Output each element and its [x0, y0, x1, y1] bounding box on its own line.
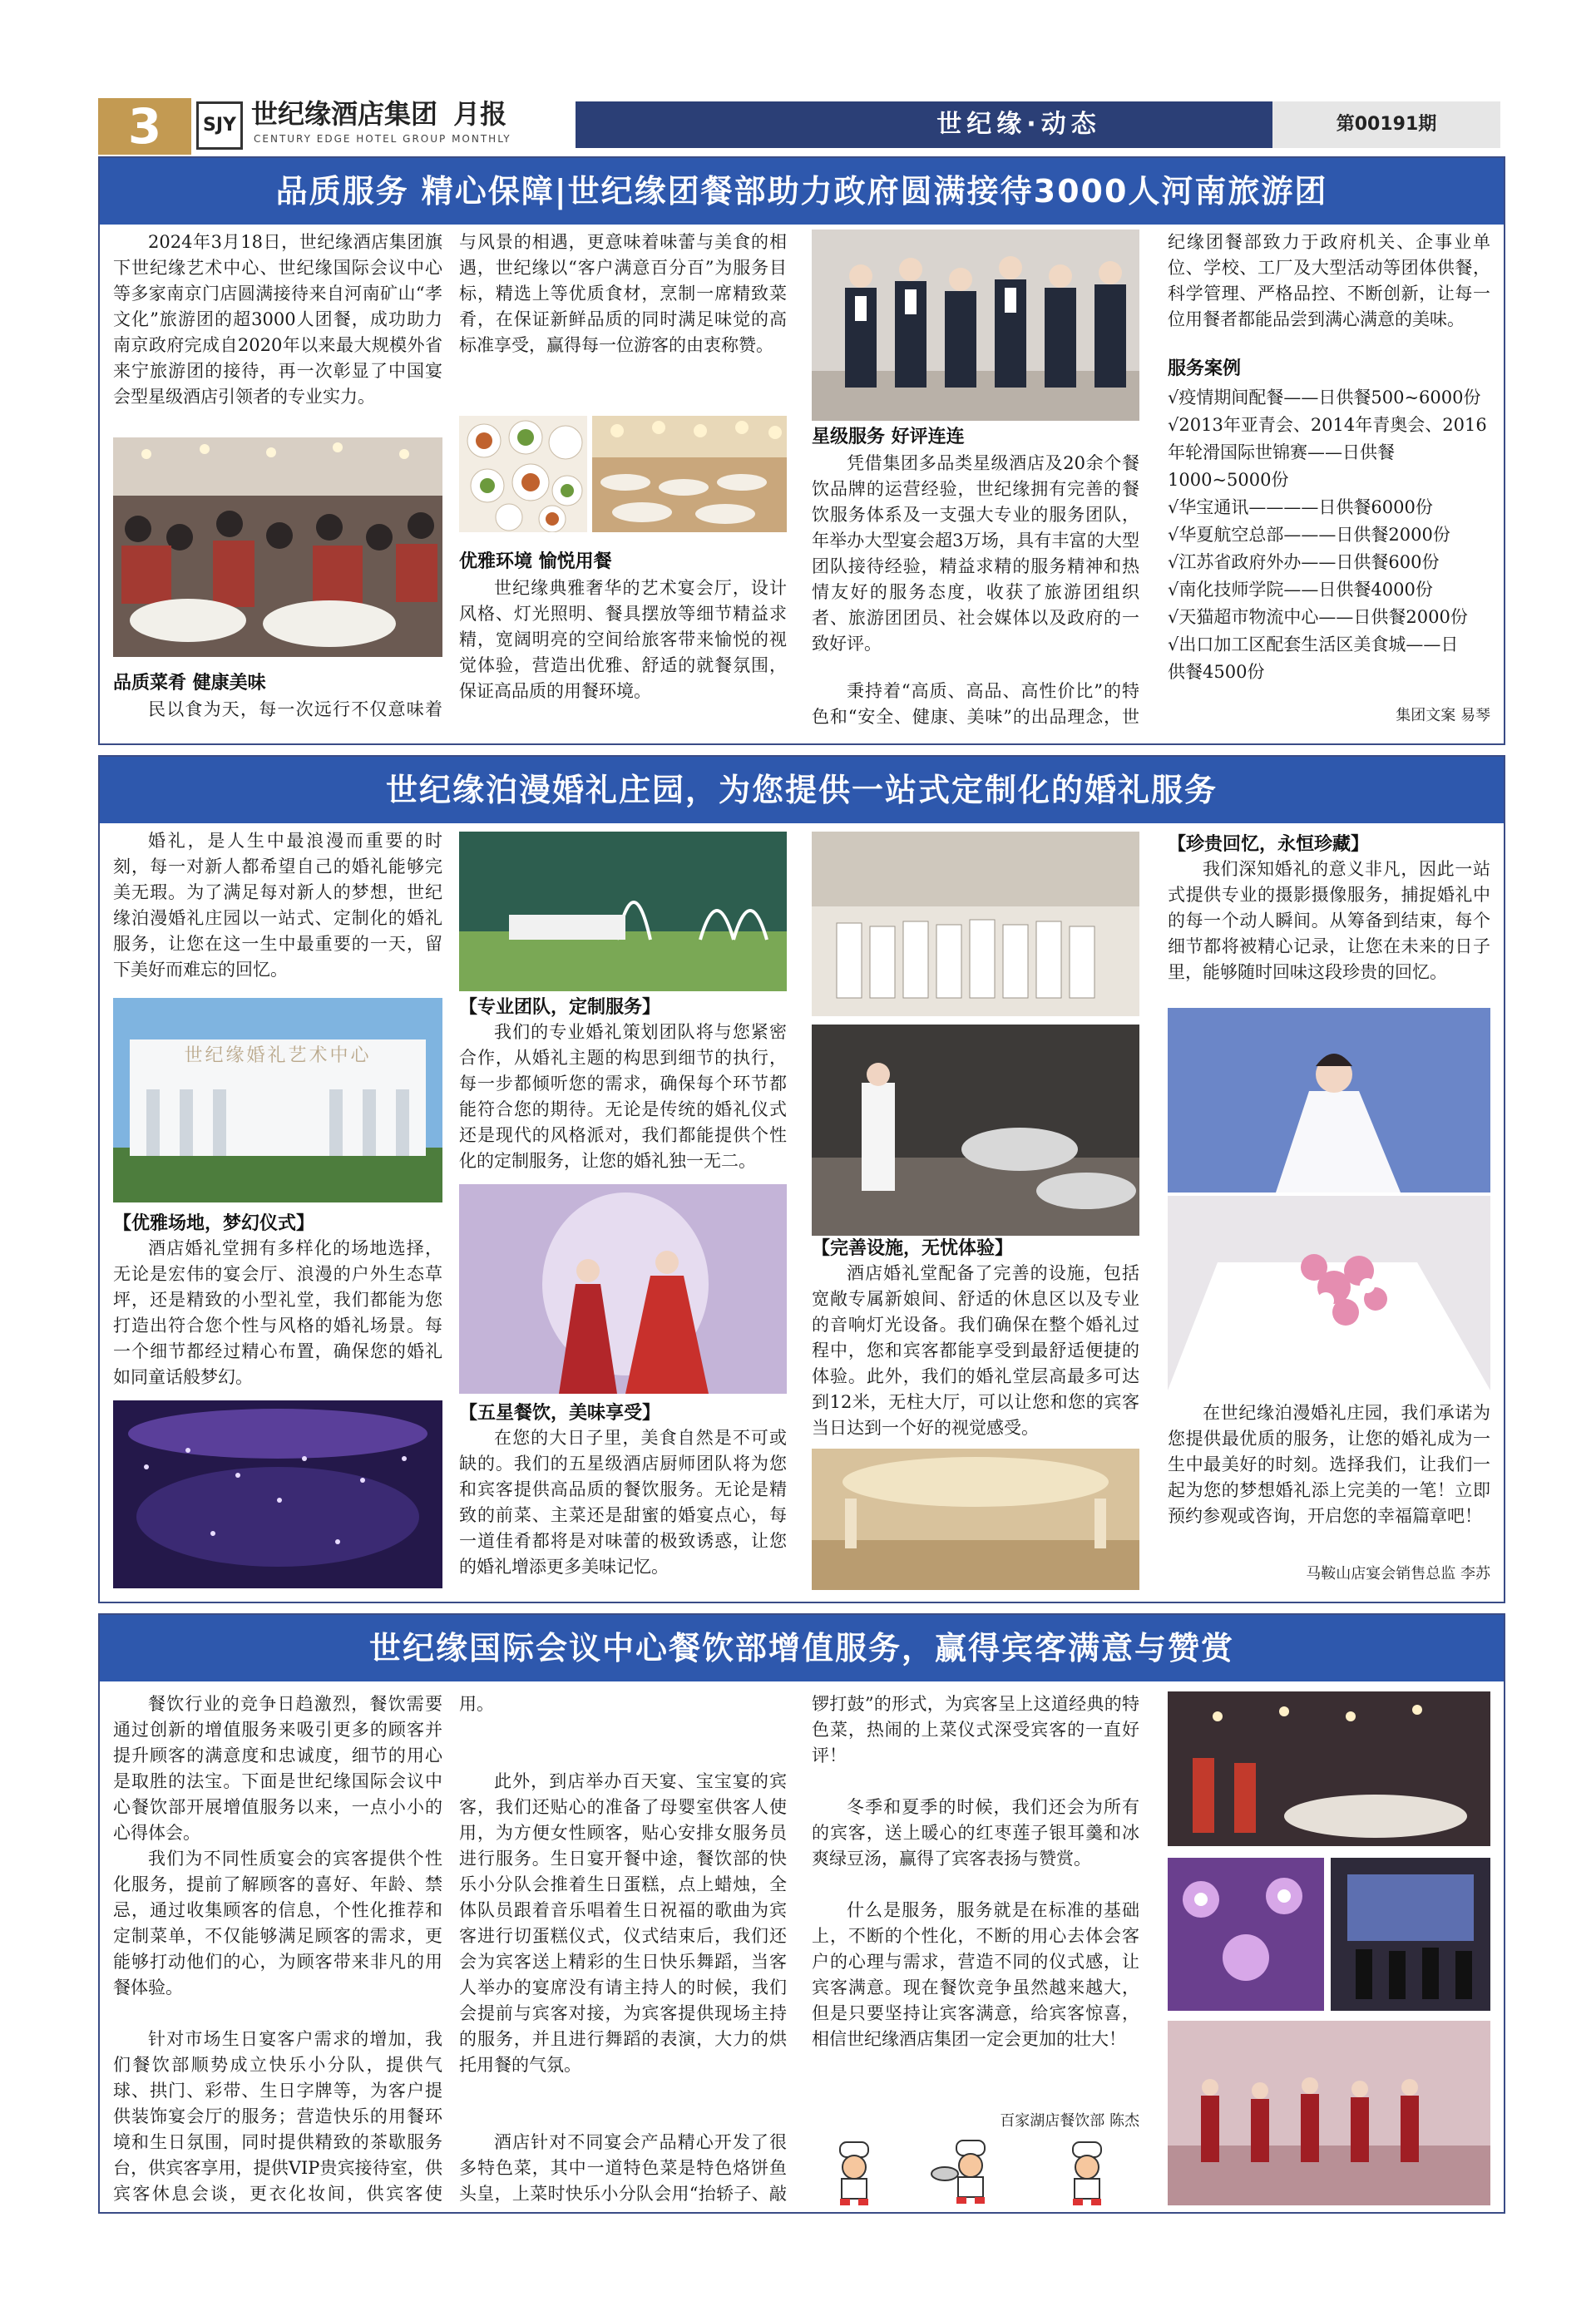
case-item: √华夏航空总部———日供餐2000份 — [1168, 525, 1450, 545]
valueadd-paragraph-5: 酒店针对不同宴会产品精心开发了很多特色菜，其中一道特色菜是特色烙饼鱼头皇，上菜时快乐小分队会用“抬轿子、敲 — [459, 2132, 787, 2204]
dishes-photo — [459, 416, 587, 532]
environment-paragraph: 世纪缘典雅奢华的艺术宴会厅，设计风格、灯光照明、餐具摆放等细节精益求精，宽阔明亮的空间给旅客带来愉悦的视觉体验，营造出优雅、舒适的就餐氛围，保证高品质的用餐环境。 — [459, 578, 787, 701]
valueadd-paragraph-5-continued — [812, 1691, 1139, 1795]
star-service-subheading: 星级服务 好评连连 — [812, 427, 965, 447]
cartoon-chefs-illustration — [820, 2137, 1133, 2207]
team-paragraph: 我们的专业婚礼策划团队将与您紧密合作，从婚礼主题的构思到细节的执行，每一步都倾听您的需求，确保每个环节都能符合您的期待。无论是传统的婚礼仪式还是现代的风格派对，我们都能提供个性化的定制服务，让您的婚礼独一无二。 — [459, 1022, 787, 1171]
case-item: √南化技师学院——日供餐4000份 — [1168, 580, 1433, 600]
valueadd-paragraph-3: 针对市场生日宴客户需求的增加，我们餐饮部顺势成立快乐小分队，提供气球、拱门、彩带、生日字牌等，为客户提供装饰宴会厅的服务；营造快乐的用餐环境和生日氛围，同时提供精致的茶歇服务台，供宾客享用，提供VIP贵宾接待室，供宾客休息会谈，更衣化妆间，供宾客使 — [113, 2029, 442, 2204]
banquet-crowd-photo — [113, 437, 442, 657]
valueadd-paragraph-1: 餐饮行业的竞争日趋激烈，餐饮需要通过创新的增值服务来吸引更多的顾客并提升顾客的满意度和忠诚度，细节的用心是取胜的法宝。下面是世纪缘国际会议中心餐饮部开展增值服务以来，一点小小的心得体会。 — [113, 1694, 442, 1843]
case-item: √出口加工区配套生活区美食城——日 — [1168, 635, 1459, 654]
food-paragraph: 民以食为天，每一次远行不仅意味着 — [148, 699, 442, 719]
staff-show-photo — [1168, 1691, 1490, 1846]
masthead-title — [251, 96, 506, 131]
memory-paragraph: 我们深知婚礼的意义非凡，因此一站式提供专业的摄影摄像服务，捕捉婚礼中的每一个动人瞬间。从筹备到结束，每个细节都将被精心记录，让您在未来的日子里，能够随时回味这段珍贵的回忆。 — [1168, 859, 1490, 982]
case-item: √天猫超市物流中心——日供餐2000份 — [1168, 607, 1468, 627]
vision-paragraph: 秉持着“高质、高品、高性价比”的特色和“安全、健康、美味”的出品理念，世 — [812, 681, 1139, 727]
grand-hall-photo — [812, 1449, 1139, 1590]
group-logo: SJY — [196, 101, 243, 150]
article-1-title: 品质服务 精心保障|世纪缘团餐部助力政府圆满接待3000人河南旅游团 — [100, 158, 1504, 225]
service-staff-photo — [812, 230, 1139, 421]
article-3-title: 世纪缘国际会议中心餐饮部增值服务，赢得宾客满意与赞赏 — [100, 1615, 1504, 1681]
valueadd-paragraph-3-flow: 用。 — [459, 1694, 494, 1714]
cases-list — [1168, 384, 1490, 686]
parade-photo — [1168, 2021, 1490, 2205]
masthead-suffix: 月报 — [453, 98, 507, 130]
article-2-credit: 马鞍山店宴会销售总监 李苏 — [1306, 1565, 1490, 1583]
article-1-credit: 集团文案 易琴 — [1396, 707, 1490, 724]
building-sign: 世纪缘婚礼艺术中心 — [184, 1045, 372, 1066]
facility-paragraph: 酒店婚礼堂配备了完善的设施，包括宽敞专属新娘间、舒适的休息区以及专业的音响灯光设备。我们确保在整个婚礼过程中，您和宾客都能享受到最舒适便捷的体验。此外，我们的婚礼堂层高最多可达到12米，无柱大厅，可以让您和您的宾客当日达到一个好的视觉感受。 — [812, 1263, 1139, 1438]
dining-subheading: 【五星餐饮，美味享受】 — [459, 1403, 661, 1424]
article-1-intro: 2024年3月18日，世纪缘酒店集团旗下世纪缘艺术中心、世纪缘国际会议中心等多家南京门店圆满接待来自河南矿山“孝文化”旅游团的超3000人团餐，成功助力南京政府完成自2020年以来最大规模外省来宁旅游团的接待，再一次彰显了中国宴会型星级酒店引领者的专业实力。 — [113, 232, 442, 407]
food-paragraph-continued — [459, 230, 787, 411]
case-item: 1000~5000份 — [1168, 470, 1289, 490]
issue-number: 第00191期 — [1272, 101, 1500, 148]
purple-decor-photo — [1168, 1858, 1324, 2011]
case-item: √华宝通讯————日供餐6000份 — [1168, 497, 1433, 517]
chef-figure-2 — [931, 2141, 985, 2204]
valueadd-paragraph-2: 我们为不同性质宴会的宾客提供个性化服务，提前了解顾客的喜好、年龄、禁忌，通过收集顾客的信息，个性化推荐和定制菜单，不仅能够满足顾客的需求，更能够打动他们的心，为顾客带来非凡的用餐体验。 — [113, 1849, 442, 1997]
dining-paragraph: 在您的大日子里，美食自然是不可或缺的。我们的五星级酒店厨师团队将为您和宾客提供高品质的餐饮服务。无论是精致的前菜、主菜还是甜蜜的婚宴点心，每一道佳肴都将是对味蕾的极致诱惑，让您的婚礼增添更多美味记忆。 — [459, 1428, 787, 1577]
chef-team-photo — [812, 832, 1139, 1016]
cases-subheading: 服务案例 — [1168, 358, 1242, 379]
bride-groom-photo — [459, 1184, 787, 1394]
masthead-english: CENTURY EDGE HOTEL GROUP MONTHLY — [254, 133, 511, 145]
case-item: 年轮滑国际世锦赛——日供餐 — [1168, 442, 1395, 462]
article-2-title: 世纪缘泊漫婚礼庄园，为您提供一站式定制化的婚礼服务 — [100, 757, 1504, 823]
masthead-name: 世纪缘酒店集团 — [251, 98, 438, 130]
valueadd-paragraph-5-flow: 锣打鼓”的形式，为宾客呈上这道经典的特色菜，热闹的上菜仪式深受宾客的一直好评！ — [812, 1694, 1139, 1765]
section-name: 世纪缘·动态 — [936, 110, 1101, 139]
lawn-ceremony-photo — [459, 832, 787, 991]
wedding-intro: 婚礼，是人生中最浪漫而重要的时刻，每一对新人都希望自己的婚礼能够完美无瑕。为了满足每对新人的梦想，世纪缘泊漫婚礼庄园以一站式、定制化的婚礼服务，让您在这一生中最重要的一天，留下美好而难忘的回忆。 — [113, 831, 442, 980]
buffet-photo — [812, 1025, 1139, 1236]
valueadd-paragraph-3-continued — [459, 1691, 787, 1769]
valueadd-paragraph-6: 冬季和夏季的时候，我们还会为所有的宾客，送上暖心的红枣莲子银耳羹和冰爽绿豆汤，赢得了宾客表扬与赞赏。 — [812, 1797, 1139, 1869]
valueadd-paragraph-7: 什么是服务，服务就是在标准的基础上，不断的个性化，不断的用心去体会客户的心理与需求，营造不同的仪式感，让宾客满意。现在餐饮竞争虽然越来越大，但是只要坚持让宾客满意，给宾客惊喜，相信世纪缘酒店集团一定会更加的壮大！ — [812, 1900, 1139, 2049]
chef-figure-3 — [1073, 2142, 1101, 2205]
article-3-credit: 百家湖店餐饮部 陈杰 — [1000, 2112, 1139, 2130]
starry-hall-photo — [113, 1400, 442, 1588]
case-item: √江苏省政府外办——日供餐600份 — [1168, 552, 1440, 572]
case-item: √疫情期间配餐——日供餐500~6000份 — [1168, 388, 1481, 407]
page-number: 3 — [98, 98, 191, 155]
vision-paragraph-flow: 纪缘团餐部致力于政府机关、企事业单位、学校、工厂及大型活动等团体供餐，科学管理、严格品控、不断创新，让每一位用餐者都能品尝到满心满意的美味。 — [1168, 232, 1490, 329]
team-subheading: 【专业团队，定制服务】 — [459, 997, 661, 1018]
bride-portrait-photo — [1168, 1008, 1490, 1193]
venue-paragraph: 酒店婚礼堂拥有多样化的场地选择，无论是宏伟的宴会厅、浪漫的户外生态草坪，还是精致的小型礼堂，我们都能为您打造出符合您个性与风格的婚礼场景。每一个细节都经过精心布置，确保您的婚礼如同童话般梦幻。 — [113, 1238, 442, 1387]
banquet-hall-photo — [592, 416, 787, 532]
case-item: √2013年亚青会、2014年青奥会、2016 — [1168, 415, 1487, 435]
wedding-center-photo — [113, 998, 442, 1202]
memory-subheading: 【珍贵回忆，永恒珍藏】 — [1168, 834, 1370, 855]
chef-figure-1 — [840, 2142, 868, 2205]
facility-subheading: 【完善设施，无忧体验】 — [812, 1238, 1014, 1259]
bouquet-photo — [1168, 1196, 1490, 1390]
vision-paragraph-continued — [1168, 230, 1490, 358]
closing-paragraph: 在世纪缘泊漫婚礼庄园，我们承诺为您提供最优质的服务，让您的婚礼成为一生中最美好的时刻。选择我们，让我们一起为您的梦想婚礼添上完美的一笔！立即预约参观或咨询，开启您的幸福篇章吧！ — [1168, 1403, 1490, 1526]
environment-subheading: 优雅环境 愉悦用餐 — [459, 551, 612, 572]
food-paragraph-flow: 与风景的相遇，更意味着味蕾与美食的相遇，世纪缘以“客户满意百分百”为服务目标，精选上等优质食材，烹制一席精致菜肴，在保证新鲜品质的同时满足味觉的高标准享受，赢得每一位游客的由衷称赞。 — [459, 232, 787, 355]
food-subheading: 品质菜肴 健康美味 — [113, 673, 266, 694]
case-item: 供餐4500份 — [1168, 662, 1265, 682]
performance-photo — [1331, 1858, 1490, 2011]
star-service-paragraph: 凭借集团多品类星级酒店及20余个餐饮品牌的运营经验，世纪缘拥有完善的餐饮服务体系及一支强大专业的服务团队，年举办大型宴会超3万场，具有丰富的大型团队接待经验，精益求精的服务精神和热情友好的服务态度，收获了旅游团组织者、旅游团团员、社会媒体以及政府的一致好评。 — [812, 453, 1139, 654]
valueadd-paragraph-4: 此外，到店举办百天宴、宝宝宴的宾客，我们还贴心的准备了母婴室供客人使用，为方便女性顾客，贴心安排女服务员进行服务。生日宴开餐中途，餐饮部的快乐小分队会推着生日蛋糕，点上蜡烛，全体队员跟着音乐唱着生日祝福的歌曲为宾客进行切蛋糕仪式，仪式结束后，我们还会为宾客送上精彩的生日快乐舞蹈，当客人举办的宴席没有请主持人的时候，我们会提前与宾客对接，为宾客提供现场主持的服务，并且进行舞蹈的表演，大力的烘托用餐的气氛。 — [459, 1771, 787, 2075]
venue-subheading: 【优雅场地，梦幻仪式】 — [113, 1213, 315, 1234]
